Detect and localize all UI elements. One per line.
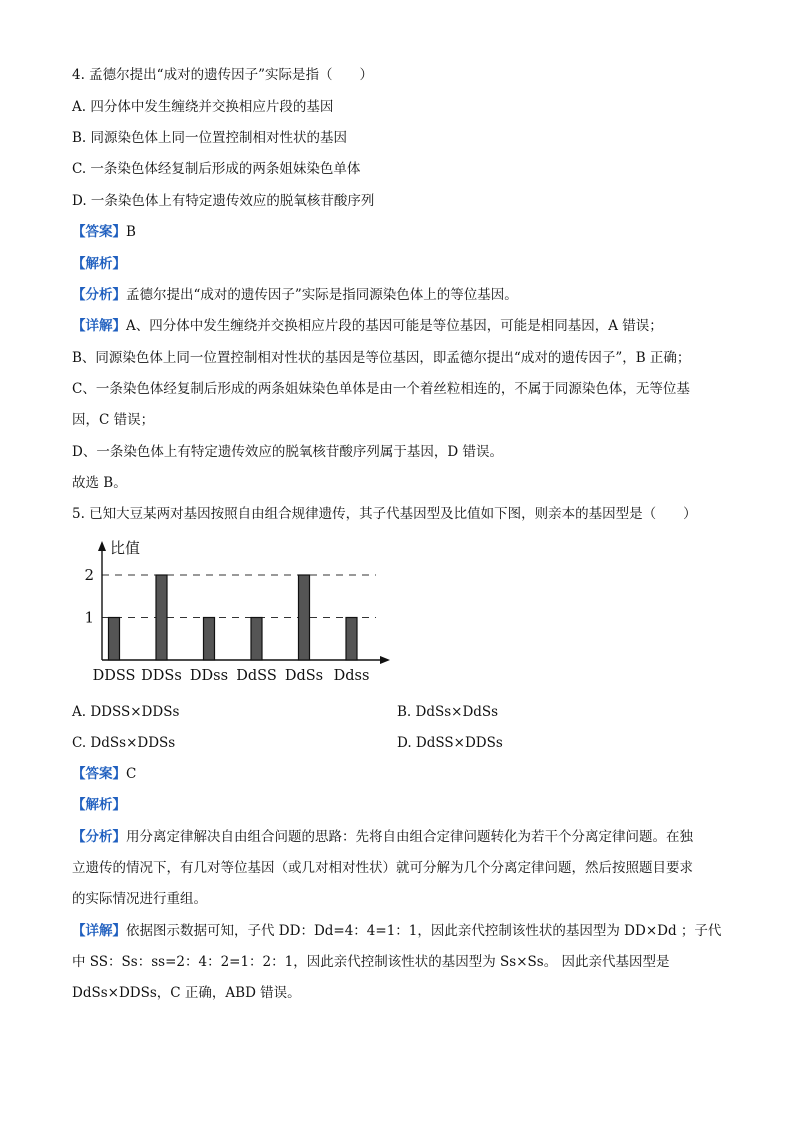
q5-answer	[72, 765, 136, 783]
q4-option-c: C. 一条染色体经复制后形成的两条姐妹染色单体	[72, 161, 361, 177]
q5-fenxi	[72, 828, 693, 846]
q4-line-c2: 因，C 错误；	[72, 412, 155, 428]
q5-fenxi-text-2: 立遗传的情况下，有几对等位基因（或几对相对性状）就可分解为几个分离定律问题，然后按照题目要求	[72, 860, 693, 876]
q4-xiangjie-tag: 【详解】	[72, 318, 126, 334]
q5-analysis-title: 【解析】	[72, 797, 126, 813]
q4-answer-value: B	[126, 224, 136, 240]
q4-xiangjie	[72, 317, 663, 335]
x-tick-label-Ddss: Ddss	[333, 668, 370, 684]
q4-fenxi	[72, 286, 518, 304]
q4-answer-tag: 【答案】	[72, 224, 126, 240]
y-axis-arrow	[98, 541, 106, 551]
q4-option-b: B. 同源染色体上同一位置控制相对性状的基因	[72, 130, 348, 146]
q5-fenxi-text-1: 用分离定律解决自由组合问题的思路：先将自由组合定律问题转化为若干个分离定律问题。在独	[126, 829, 693, 845]
q4-line-d: D、一条染色体上有特定遗传效应的脱氧核苷酸序列属于基因，D 错误。	[72, 444, 503, 460]
q4-conclusion: 故选 B。	[72, 475, 127, 491]
bar-DdSs	[299, 575, 310, 660]
y-tick-label-1: 1	[84, 608, 94, 627]
q4-xiangjie-text: A、四分体中发生缠绕并交换相应片段的基因可能是等位基因，可能是相同基因，A 错误；	[126, 318, 663, 334]
q5-xiangjie-text-1: 依据图示数据可知，子代 DD：Dd=4：4=1：1，因此亲代控制该性状的基因型为 DD×Dd ；子代	[126, 923, 722, 939]
q5-option-d: D. DdSS×DDSs	[397, 735, 503, 751]
q5-xiangjie	[72, 922, 721, 940]
q4-answer	[72, 223, 136, 241]
y-tick-label-2: 2	[84, 566, 94, 584]
x-tick-label-DDSS: DDSS	[92, 668, 136, 684]
bar-Ddss	[346, 618, 357, 661]
bar-DDss	[204, 618, 215, 661]
q5-xiangjie-tag: 【详解】	[72, 923, 126, 939]
x-tick-label-DDss: DDss	[189, 668, 229, 684]
genotype-ratio-chart	[80, 533, 410, 693]
x-tick-label-DdSs: DdSs	[284, 668, 324, 684]
q4-analysis-title: 【解析】	[72, 256, 126, 272]
bar-DDSs	[156, 575, 167, 660]
x-tick-label-DdSS: DdSS	[236, 668, 277, 684]
y-axis-label: 比值	[110, 539, 141, 557]
q4-fenxi-text: 孟德尔提出“成对的遗传因子”实际是指同源染色体上的等位基因。	[126, 287, 518, 303]
q5-answer-tag: 【答案】	[72, 766, 126, 782]
bar-DDSS	[109, 618, 120, 661]
q4-option-a: A. 四分体中发生缠绕并交换相应片段的基因	[72, 99, 334, 115]
x-axis-arrow	[380, 656, 390, 664]
q4-option-d: D. 一条染色体上有特定遗传效应的脱氧核苷酸序列	[72, 193, 375, 209]
q5-option-b: B. DdSs×DdSs	[397, 704, 499, 720]
q4-fenxi-tag: 【分析】	[72, 287, 126, 303]
bar-DdSS	[251, 618, 262, 661]
q4-line-c1: C、一条染色体经复制后形成的两条姐妹染色单体是由一个着丝粒相连的，不属于同源染色体，无等位基	[72, 381, 690, 397]
q5-option-c: C. DdSs×DDSs	[72, 735, 176, 751]
q5-fenxi-tag: 【分析】	[72, 829, 126, 845]
q4-stem: 4. 孟德尔提出“成对的遗传因子”实际是指（ ）	[72, 67, 373, 83]
q5-stem: 5. 已知大豆某两对基因按照自由组合规律遗传，其子代基因型及比值如下图，则亲本的基因型是（ ）	[72, 506, 697, 522]
q4-line-b: B、同源染色体上同一位置控制相对性状的基因是等位基因，即孟德尔提出“成对的遗传因子”，B 正确；	[72, 350, 691, 366]
q5-xiangjie-text-2: 中 SS：Ss：ss=2：4：2=1：2：1，因此亲代控制该性状的基因型为 Ss×Ss。 因此亲代基因型是	[72, 954, 670, 970]
q5-answer-value: C	[126, 766, 137, 782]
q5-option-a: A. DDSS×DDSs	[72, 704, 180, 720]
q5-fenxi-text-3: 的实际情况进行重组。	[72, 891, 207, 907]
x-tick-label-DDSs: DDSs	[141, 668, 182, 684]
q5-xiangjie-text-3: DdSs×DDSs，C 正确，ABD 错误。	[72, 985, 301, 1001]
